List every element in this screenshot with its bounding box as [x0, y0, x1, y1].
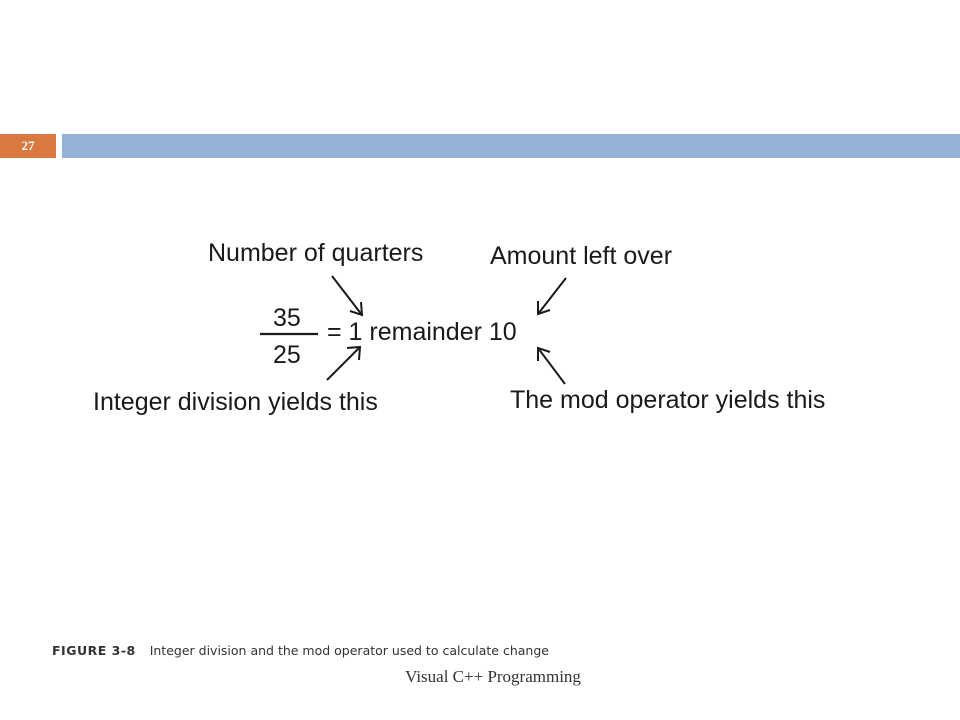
arrow-quarters-down: [332, 276, 362, 315]
label-mod-operator: The mod operator yields this: [510, 386, 826, 414]
label-integer-division: Integer division yields this: [93, 388, 378, 416]
slide-number: 27: [0, 134, 56, 158]
label-amount-left-over: Amount left over: [490, 242, 673, 270]
figure-caption-text: Integer division and the mod operator used to calculate change: [149, 643, 549, 658]
footer-title: Visual C++ Programming: [405, 667, 581, 686]
arrow-mod-up: [538, 348, 565, 384]
label-number-of-quarters: Number of quarters: [208, 239, 424, 267]
figure-label: FIGURE 3-8: [52, 643, 136, 658]
numerator: 35: [273, 304, 301, 332]
figure-caption: [52, 643, 549, 658]
arrow-integer-up: [327, 347, 360, 380]
denominator: 25: [273, 341, 301, 369]
arrow-left-over-down: [538, 278, 566, 314]
equation-result: = 1 remainder 10: [327, 318, 517, 346]
